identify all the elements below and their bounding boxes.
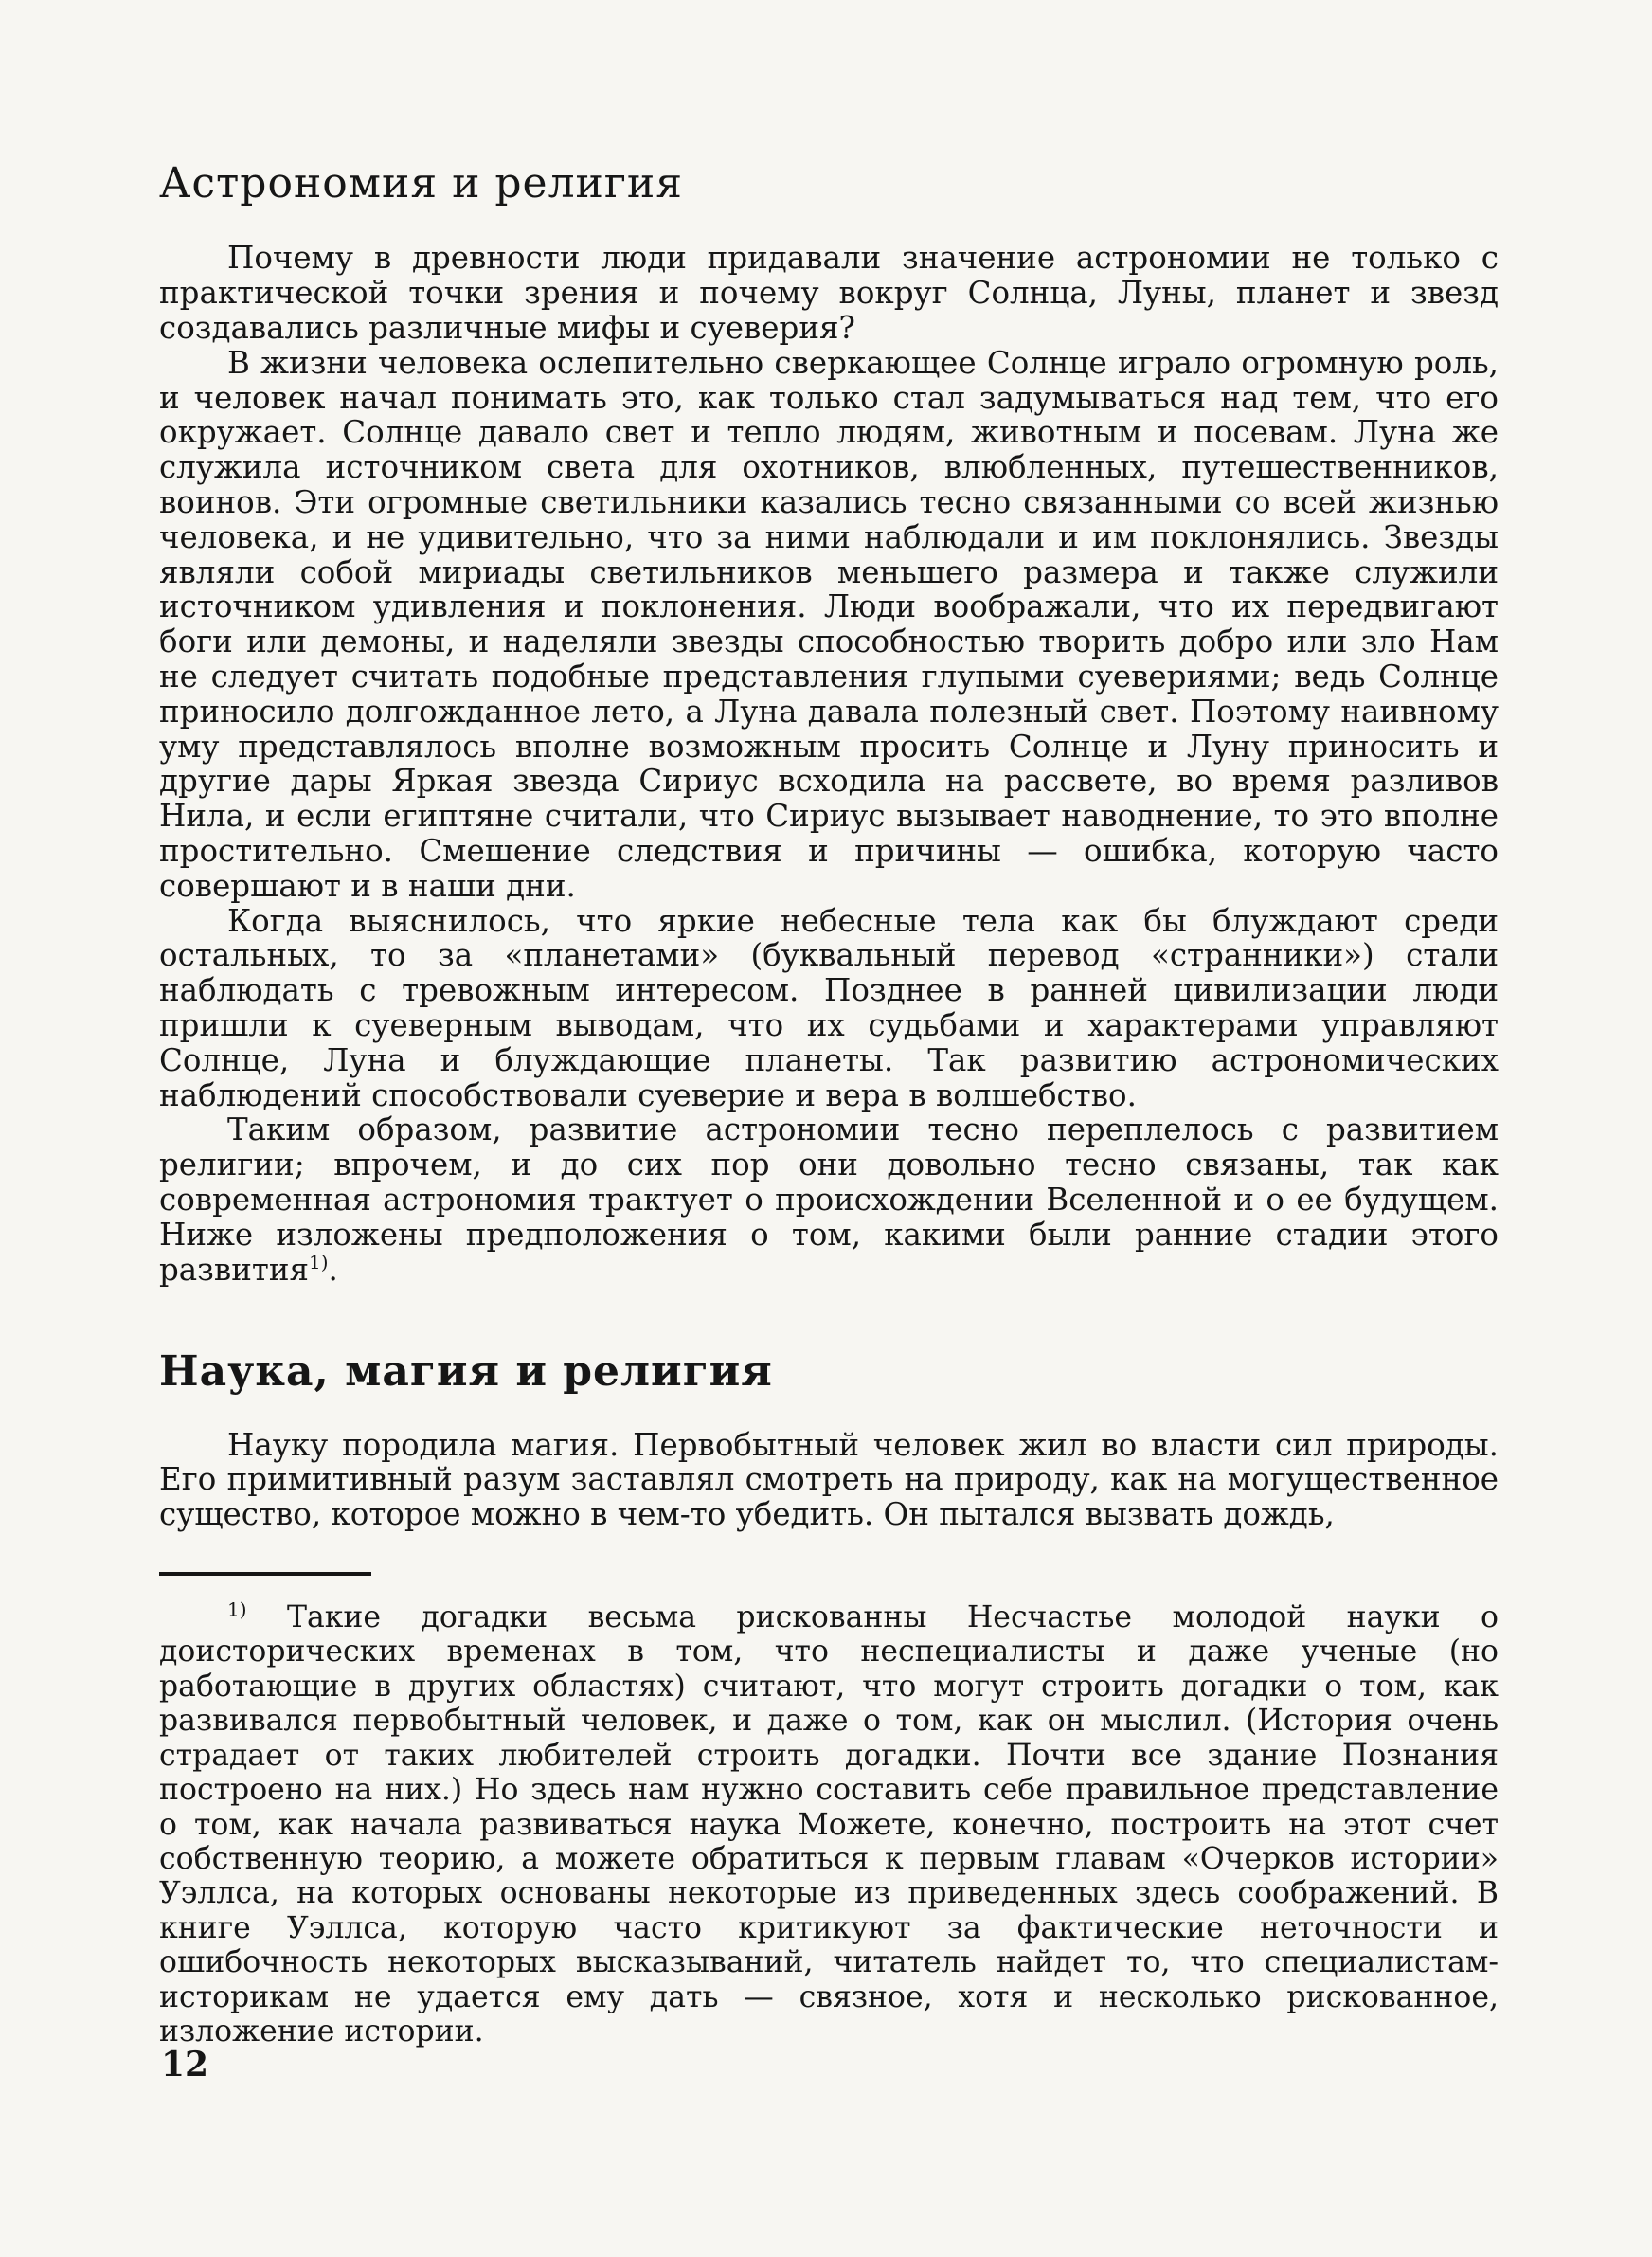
paragraph: Почему в древности люди придавали значение астрономии не только с практической точки зрения и почему вокруг Солнца, Луны, планет и звезд создавались различные мифы и суеверия?: [159, 240, 1499, 346]
page-content: [159, 152, 1499, 2049]
footnote-marker: 1): [227, 1598, 247, 1621]
footnote-divider: [159, 1572, 371, 1576]
paragraph-with-footnote-ref: [159, 1112, 1499, 1287]
paragraph: В жизни человека ослепительно сверкающее Солнце играло огромную роль, и человек начал понимать это, как только стал задумываться над тем, что его окружает. Солнце давало свет и тепло людям, животным и посевам. Луна же служила источником света для охотников, влюбленных, путешественников, воинов. Эти огромные светильники казались тесно связанными со всей жизнью человека, и не удивительно, что за ними наблюдали и им поклонялись. Звезды являли собой мириады светильников меньшего размера и также служили источником удивления и поклонения. Люди воображали, что их передвигают боги или демоны, и наделяли звезды способностью творить добро или зло Нам не следует считать подобные представления глупыми суевериями; ведь Солнце приносило долгожданное лето, а Луна давала полезный свет. Поэтому наивному уму представлялось вполне возможным просить Солнце и Луну приносить и другие дары Яркая звезда Сириус всходила на рассвете, во время разливов Нила, и если египтяне считали, что Сириус вызывает наводнение, то это вполне простительно. Смешение следствия и причины — ошибка, которую часто совершают и в наши дни.: [159, 344, 1499, 904]
paragraph-end-punctuation: .: [328, 1251, 338, 1288]
paragraph-text: Таким образом, развитие астрономии тесно переплелось с развитием религии; впрочем, и до сих пор они довольно тесно связаны, так как современная астрономия трактует о происхождении Вселенной и о ее будущем. Ниже изложены предположения о том, какими были ранние стадии этого развития: [159, 1111, 1499, 1288]
paragraph: Науку породила магия. Первобытный человек жил во власти сил природы. Его примитивный разум заставлял смотреть на природу, как на могущественное существо, которое можно в чем-то убедить. Он пытался вызвать дождь,: [159, 1426, 1499, 1533]
paragraph: Когда выяснилось, что яркие небесные тела как бы блуждают среди остальных, то за «планетами» (буквальный перевод «странники») стали наблюдать с тревожным интересом. Позднее в ранней цивилизации люди пришли к суеверным выводам, что их судьбами и характерами управляют Солнце, Луна и блуждающие планеты. Так развитию астрономических наблюдений способствовали суеверие и вера в волшебство.: [159, 902, 1499, 1113]
footnote-text: Такие догадки весьма рискованны Несчастье молодой науки о доисторических временах в том, что неспециалисты и даже ученые (но работающие в других областях) считают, что могут строить догадки о том, как развивался первобытный человек, и даже о том, как он мыслил. (История очень страдает от таких любителей строить догадки. Почти все здание Познания построено на них.) Но здесь нам нужно составить себе правильное представление о том, как начала развиваться наука Можете, конечно, построить на этот счет собственную теорию, а можете обратиться к первым главам «Очерков истории» Уэллса, на которых основаны некоторые из приведенных здесь соображений. В книге Уэллса, которую часто критикуют за фактические неточности и ошибочность некоторых высказываний, читатель найдет то, что специалистам-историкам не удается ему дать — связное, хотя и несколько рискованное, изложение истории.: [159, 1600, 1499, 2049]
footnote: [159, 1600, 1499, 2049]
section-title-astronomy-religion: Астрономия и религия: [159, 159, 684, 208]
page-number: 12: [161, 2045, 209, 2085]
section-title-science-magic-religion: Наука, магия и религия: [159, 1347, 773, 1397]
footnote-reference[interactable]: 1): [309, 1250, 329, 1273]
